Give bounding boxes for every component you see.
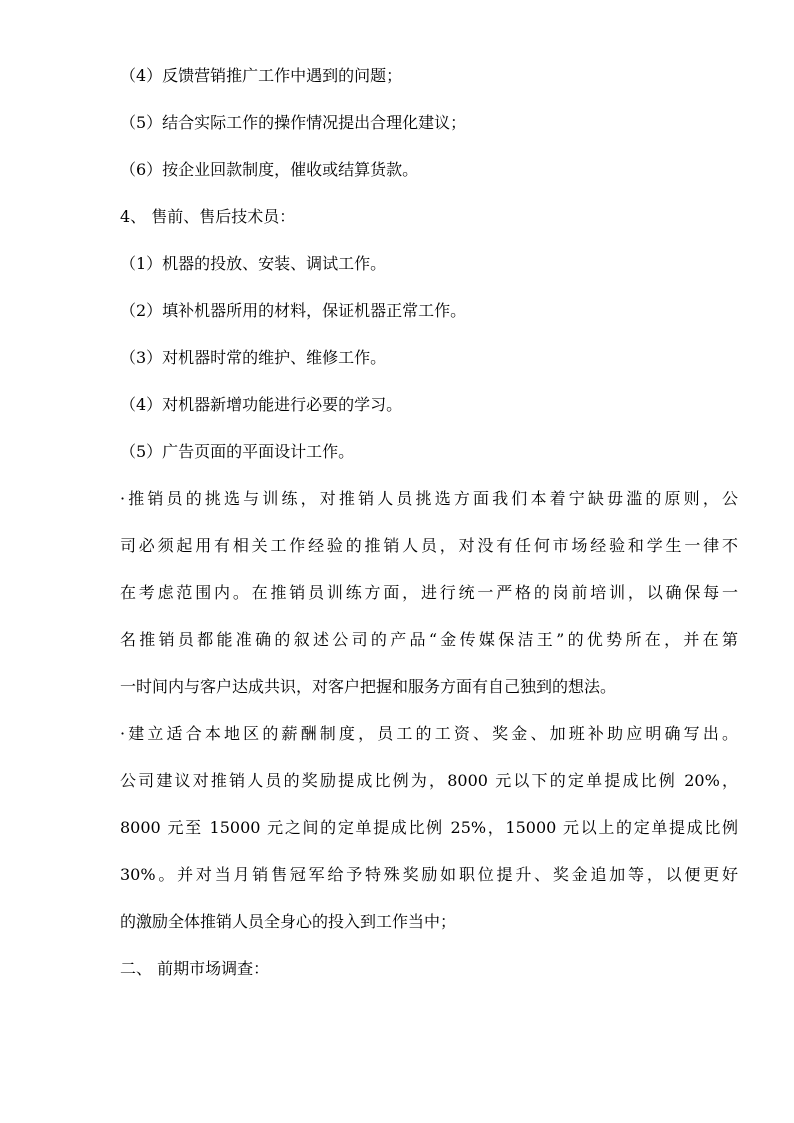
training-paragraph bbox=[120, 475, 738, 710]
paragraph-line: 司必须起用有相关工作经验的推销人员，对没有任何市场经验和学生一律不 bbox=[120, 536, 738, 555]
paragraph-line: 公司建议对推销人员的奖励提成比例为，8000 元以下的定单提成比例 20%， bbox=[120, 771, 738, 790]
paragraph-line: 一时间内与客户达成共识，对客户把握和服务方面有自己独到的想法。 bbox=[120, 677, 617, 696]
technician-duty-4: （4）对机器新增功能进行必要的学习。 bbox=[120, 395, 403, 414]
document-body bbox=[120, 52, 738, 992]
technician-duty-5: （5）广告页面的平面设计工作。 bbox=[120, 442, 355, 461]
salary-paragraph bbox=[120, 710, 738, 945]
paragraph-line: 30%。并对当月销售冠军给予特殊奖励如职位提升、奖金追加等，以便更好 bbox=[120, 865, 738, 884]
paragraph-line: 的激励全体推销人员全身心的投入到工作当中； bbox=[120, 912, 457, 931]
paragraph-line: ·建立适合本地区的薪酬制度，员工的工资、奖金、加班补助应明确写出。 bbox=[120, 724, 738, 743]
duty-item-5: （5）结合实际工作的操作情况提出合理化建议； bbox=[120, 113, 467, 132]
paragraph-line: 在考虑范围内。在推销员训练方面，进行统一严格的岗前培训，以确保每一 bbox=[120, 583, 738, 602]
technician-duty-1: （1）机器的投放、安装、调试工作。 bbox=[120, 254, 387, 273]
duty-item-4: （4）反馈营销推广工作中遇到的问题； bbox=[120, 66, 403, 85]
role-heading-technician: 4、 售前、售后技术员： bbox=[120, 207, 296, 226]
paragraph-line: 8000 元至 15000 元之间的定单提成比例 25%，15000 元以上的定单提成比例 bbox=[120, 818, 738, 837]
technician-duty-2: （2）填补机器所用的材料，保证机器正常工作。 bbox=[120, 301, 467, 320]
section-heading: 二、 前期市场调查： bbox=[120, 959, 270, 978]
technician-duty-3: （3）对机器时常的维护、维修工作。 bbox=[120, 348, 387, 367]
paragraph-line: 名推销员都能准确的叙述公司的产品“金传媒保洁王”的优势所在，并在第 bbox=[120, 630, 738, 649]
duty-item-6: （6）按企业回款制度，催收或结算货款。 bbox=[120, 160, 419, 179]
paragraph-line: ·推销员的挑选与训练，对推销人员挑选方面我们本着宁缺毋滥的原则，公 bbox=[120, 489, 738, 508]
